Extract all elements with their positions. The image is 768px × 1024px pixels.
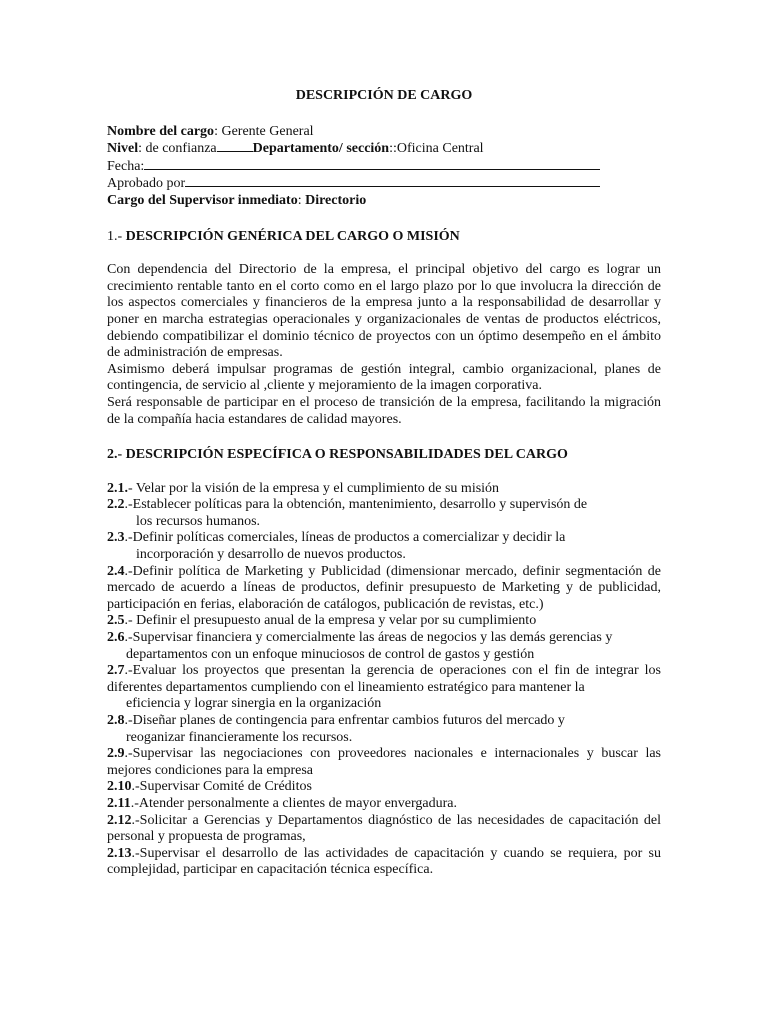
- field-nombre-del-cargo: [107, 124, 661, 141]
- list-item: [107, 713, 661, 746]
- list-item: [107, 530, 661, 563]
- item-number: 2.3: [107, 530, 125, 546]
- field-supervisor: [107, 193, 661, 210]
- section-title: DESCRIPCIÓN GENÉRICA DEL CARGO O MISIÓN: [122, 228, 460, 244]
- list-item: [107, 746, 661, 779]
- field-value: Directorio: [301, 192, 367, 208]
- item-number: 2.2: [107, 497, 125, 513]
- item-number: 2.5: [107, 613, 125, 629]
- field-nivel-departamento: [107, 140, 661, 158]
- list-item: [107, 779, 661, 796]
- item-text: .-Supervisar las negociaciones con proveedores nacionales e internacionales y buscar las mejores condiciones para la empresa: [107, 746, 661, 778]
- field-label: Nombre del cargo: [107, 123, 215, 139]
- blank-line: [185, 175, 600, 187]
- list-item: [107, 497, 661, 530]
- field-label: Departamento/ sección: [252, 141, 390, 157]
- item-continuation: incorporación y desarrollo de nuevos productos.: [136, 547, 406, 563]
- paragraph: Con dependencia del Directorio de la empresa, el principal objetivo del cargo es lograr un crecimiento rentable tanto en el corto como en el largo plazo por lo que involucra la dirección de los aspectos comerciales y financieros de la empresa junto a la responsabilidad de desarrollar y poner en marcha estrategias operacionales y organizacionales de ventas de productos eléctricos, debiendo compatibilizar el dominio técnico de proyectos con un óptimo desempeño en el ámbito de administración de empresas.: [107, 262, 661, 361]
- field-aprobado-por: [107, 175, 661, 193]
- section-number: 1.-: [107, 228, 123, 244]
- item-text: .-Supervisar el desarrollo de las actividades de capacitación y cuando se requiera, por su complejidad, participar en capacitación técnica específica.: [107, 845, 661, 878]
- item-text: .-Supervisar Comité de Créditos: [131, 779, 312, 795]
- list-item: [107, 481, 661, 498]
- section-heading-1: [107, 229, 661, 246]
- item-number: 2.7: [107, 663, 125, 679]
- blank-line: [144, 158, 600, 170]
- item-number: 2.12: [107, 812, 132, 828]
- field-label: Cargo del Supervisor inmediato: [107, 192, 298, 208]
- item-continuation: reoganizar financieramente los recursos.: [126, 729, 353, 745]
- field-label: Nivel: [107, 141, 139, 157]
- item-text: .-Solicitar a Gerencias y Departamentos diagnóstico de las necesidades de capacitación del personal y propuesta de programas,: [107, 812, 661, 845]
- list-item: [107, 564, 661, 614]
- item-number: 2.8: [107, 713, 125, 728]
- field-value: : de confianza: [138, 141, 217, 157]
- list-item: [107, 663, 661, 713]
- field-label: Fecha:: [107, 158, 145, 174]
- item-number: 2.9: [107, 746, 125, 762]
- list-item: [107, 630, 661, 663]
- item-continuation: departamentos con un enfoque minuciosos de control de gastos y gestión: [126, 646, 535, 662]
- paragraph: Será responsable de participar en el proceso de transición de la empresa, facilitando la migración de la compañía hacia estandares de calidad mayores.: [107, 394, 661, 427]
- field-label: Aprobado por: [107, 176, 186, 192]
- item-text: .-Atender personalmente a clientes de mayor envergadura.: [130, 795, 457, 811]
- item-text: .-Establecer políticas para la obtención, mantenimiento, desarrollo y supervisón de: [124, 497, 588, 513]
- item-continuation: los recursos humanos.: [136, 513, 261, 529]
- item-number: 2.13: [107, 845, 132, 861]
- item-text: .- Definir el presupuesto anual de la empresa y velar por su cumplimiento: [124, 613, 537, 629]
- list-item: [107, 846, 661, 879]
- item-text: - Velar por la visión de la empresa y el cumplimiento de su misión: [128, 480, 500, 496]
- responsibilities-list: [107, 481, 661, 879]
- item-number: 2.4: [107, 563, 125, 579]
- list-item: [107, 796, 661, 813]
- item-text: .-Evaluar los proyectos que presentan la gerencia de operaciones con el fin de integrar los diferentes departamentos cumpliendo con el lineamiento estratégico para mantener la: [107, 663, 661, 695]
- item-text: .-Definir política de Marketing y Publicidad (dimensionar mercado, definir segmentación de mercado de acuerdo a líneas de productos, definir presupuesto de Marketing y de publicidad, participación en ferias, elaboración de catálogos, publicación de revistas, etc.): [107, 563, 661, 612]
- list-item: [107, 613, 661, 630]
- field-separator: :: [297, 192, 302, 208]
- paragraph: Asimismo deberá impulsar programas de gestión integral, cambio organizacional, planes de contingencia, de servicio al ,cliente y mejoramiento de la imagen corporativa.: [107, 361, 661, 394]
- document-title: DESCRIPCIÓN DE CARGO: [295, 88, 473, 103]
- field-value: ::Oficina Central: [389, 141, 484, 157]
- item-number: 2.1.: [107, 480, 128, 496]
- item-continuation: eficiencia y lograr sinergia en la organización: [126, 696, 382, 712]
- item-text: .-Definir políticas comerciales, líneas de productos a comercializar y decidir la: [124, 530, 566, 546]
- list-item: [107, 813, 661, 846]
- item-number: 2.6: [107, 630, 125, 646]
- item-number: 2.10: [107, 779, 132, 795]
- section-heading-2: 2.- DESCRIPCIÓN ESPECÍFICA O RESPONSABILIDADES DEL CARGO: [107, 447, 568, 463]
- field-value: : Gerente General: [214, 123, 314, 139]
- field-fecha: [107, 158, 661, 176]
- blank-line: [217, 140, 253, 152]
- item-text: .-Supervisar financiera y comercialmente las áreas de negocios y las demás gerencias y: [124, 630, 613, 646]
- item-text: .-Diseñar planes de contingencia para enfrentar cambios futuros del mercado y: [124, 713, 565, 728]
- item-number: 2.11: [107, 795, 131, 811]
